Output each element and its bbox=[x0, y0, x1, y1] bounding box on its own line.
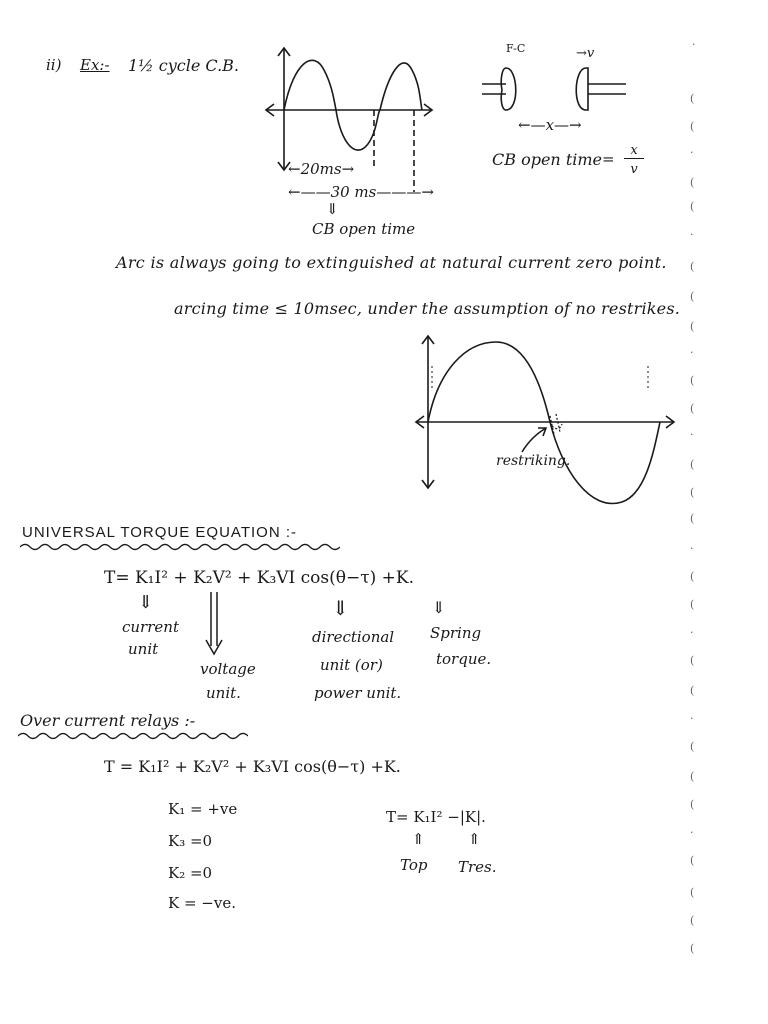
k-value: K = −ve. bbox=[168, 894, 236, 912]
svg-text:·: · bbox=[690, 826, 694, 839]
svg-text:(: ( bbox=[690, 458, 695, 471]
svg-text:·: · bbox=[690, 146, 694, 159]
plot1-label-30ms: ←——30 ms———→ bbox=[288, 183, 434, 201]
example-title: 1½ cycle C.B. bbox=[128, 56, 240, 75]
margin-binder-marks bbox=[684, 40, 704, 980]
over-current-heading: Over current relays :- bbox=[20, 711, 196, 730]
svg-text:(: ( bbox=[690, 654, 695, 667]
svg-text:(: ( bbox=[690, 120, 695, 133]
svg-text:(: ( bbox=[690, 770, 695, 783]
universal-torque-heading: UNIVERSAL TORQUE EQUATION :- bbox=[22, 524, 297, 541]
svg-text:(: ( bbox=[690, 740, 695, 753]
plot2-restrike-pointer bbox=[522, 428, 546, 452]
plot1-label-20ms: ←20ms→ bbox=[288, 160, 355, 178]
svg-text:(: ( bbox=[690, 942, 695, 955]
directional-unit-line1: directional bbox=[312, 628, 395, 646]
t-res-label: Tres. bbox=[458, 858, 497, 876]
restriking-label: restriking. bbox=[496, 453, 571, 469]
svg-text:(: ( bbox=[690, 290, 695, 303]
svg-text:·: · bbox=[690, 626, 694, 639]
directional-unit-arrow: ⇓ bbox=[332, 596, 349, 620]
svg-text:(: ( bbox=[690, 798, 695, 811]
svg-text:·: · bbox=[690, 712, 694, 725]
current-unit-line1: current bbox=[122, 618, 179, 636]
label-fc: F-C bbox=[506, 42, 526, 55]
arc-statement: Arc is always going to extinguished at natural current zero point. bbox=[116, 253, 667, 272]
voltage-unit-line1: voltage bbox=[200, 660, 256, 678]
open-time-formula-eq: = bbox=[602, 150, 615, 168]
heading-wavy-underline bbox=[20, 542, 340, 552]
directional-unit-line2: unit (or) bbox=[320, 656, 383, 674]
svg-text:(: ( bbox=[690, 92, 695, 105]
arcing-time-note: arcing time ≤ 10msec, under the assumption of no restrikes. bbox=[174, 299, 681, 318]
spring-torque-arrow: ⇓ bbox=[432, 598, 446, 617]
spring-torque-line1: Spring bbox=[430, 624, 482, 642]
sine-plot-2 bbox=[410, 330, 682, 516]
directional-unit-line3: power unit. bbox=[314, 684, 402, 702]
svg-text:(: ( bbox=[690, 598, 695, 611]
svg-text:·: · bbox=[690, 346, 694, 359]
svg-text:(: ( bbox=[690, 402, 695, 415]
svg-text:(: ( bbox=[690, 684, 695, 697]
svg-text:(: ( bbox=[690, 854, 695, 867]
current-unit-arrow: ⇓ bbox=[138, 592, 154, 613]
voltage-unit-line2: unit. bbox=[206, 684, 241, 702]
open-time-formula-label: CB open time bbox=[492, 150, 603, 169]
over-current-wavy-underline bbox=[18, 731, 248, 741]
t-res-arrow: ⇑ bbox=[468, 830, 481, 848]
svg-text:·: · bbox=[690, 228, 694, 241]
svg-text:·: · bbox=[690, 428, 694, 441]
label-v: →v bbox=[576, 46, 595, 61]
svg-text:(: ( bbox=[690, 200, 695, 213]
plot1-sine-curve bbox=[284, 60, 422, 150]
svg-text:·: · bbox=[692, 38, 696, 51]
svg-text:(: ( bbox=[690, 886, 695, 899]
svg-text:(: ( bbox=[690, 570, 695, 583]
current-unit-line2: unit bbox=[128, 640, 159, 658]
svg-text:(: ( bbox=[690, 374, 695, 387]
spring-torque-line2: torque. bbox=[436, 650, 492, 668]
svg-text:(: ( bbox=[690, 176, 695, 189]
result-equation: T= K₁I² −|K|. bbox=[386, 808, 486, 826]
plot1-down-arrow: ⇓ bbox=[326, 200, 339, 218]
open-time-formula-den: v bbox=[630, 162, 638, 177]
example-label: Ex:- bbox=[80, 56, 110, 74]
t-op-label: Top bbox=[400, 856, 428, 874]
voltage-unit-long-arrow bbox=[204, 592, 224, 658]
svg-text:·: · bbox=[690, 542, 694, 555]
sine-plot-1 bbox=[262, 40, 442, 180]
t-op-arrow: ⇑ bbox=[412, 830, 425, 848]
open-time-formula-num: x bbox=[624, 143, 644, 159]
label-x: ←—x—→ bbox=[518, 116, 582, 134]
k1-value: K₁ = +ve bbox=[168, 800, 238, 818]
svg-text:(: ( bbox=[690, 320, 695, 333]
k3-value: K₃ =0 bbox=[168, 832, 213, 850]
svg-text:(: ( bbox=[690, 260, 695, 273]
universal-torque-equation: T= K₁I² + K₂V² + K₃VI cos(θ−τ) +K. bbox=[104, 568, 415, 588]
over-current-equation: T = K₁I² + K₂V² + K₃VI cos(θ−τ) +K. bbox=[104, 757, 401, 776]
k2-value: K₂ =0 bbox=[168, 864, 213, 882]
example-number: ii) bbox=[46, 56, 62, 74]
svg-text:(: ( bbox=[690, 486, 695, 499]
svg-text:(: ( bbox=[690, 914, 695, 927]
plot1-caption: CB open time bbox=[312, 220, 416, 238]
svg-text:(: ( bbox=[690, 512, 695, 525]
